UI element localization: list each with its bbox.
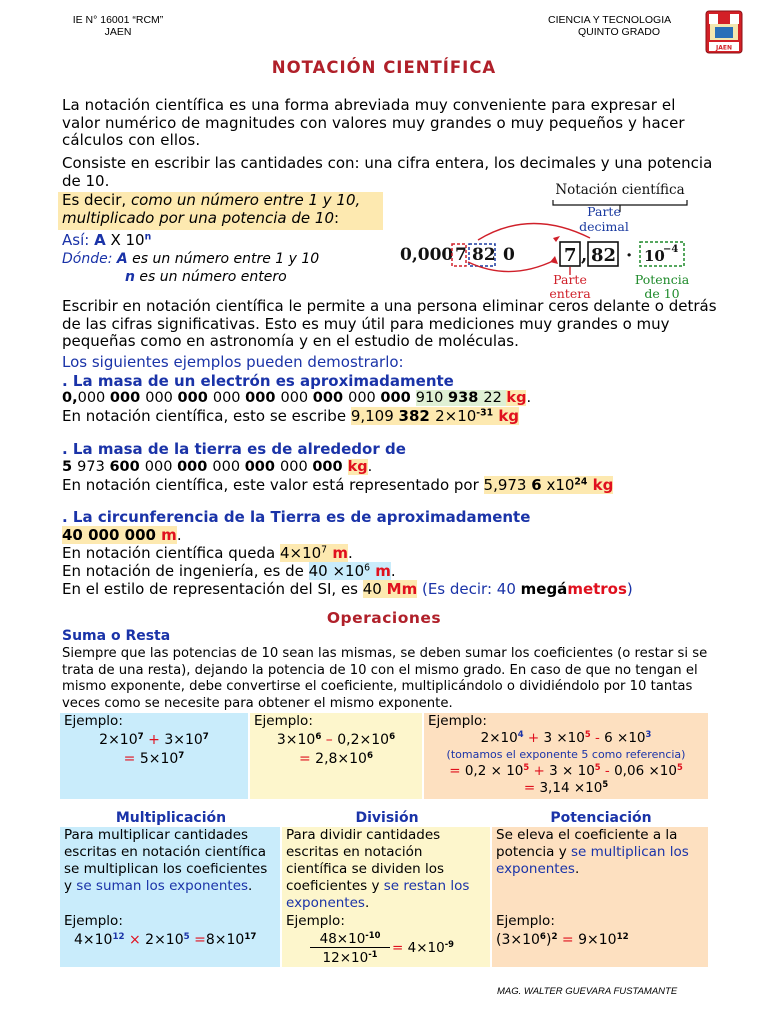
school-crest-icon [705, 10, 743, 54]
ex2-sentence-text: En notación científica, este valor está representado por [62, 476, 484, 494]
mult-title: Multiplicación [115, 810, 227, 826]
b3-l4: 3,14 ×10 [539, 780, 603, 796]
ex3-line4-highlight [363, 580, 417, 598]
label-parte-entera-1: Parte [553, 272, 587, 287]
suma-example-2 [250, 713, 422, 799]
operaciones-title: Operaciones [326, 609, 442, 627]
suma-example-3 [424, 713, 708, 799]
ex1-part-1: 000 [77, 390, 110, 406]
div-text [282, 827, 490, 912]
b2-l2e: 6 [366, 750, 374, 761]
div-num: 48×10 [319, 931, 366, 947]
asi-label: Así: [62, 231, 95, 249]
school-header [58, 14, 178, 38]
b2-l2: 2,8×10 [315, 751, 367, 767]
ex2-unit: kg [347, 459, 368, 475]
b3-l3m: - [600, 763, 615, 779]
ex2-value-c: x10 [541, 476, 575, 494]
mult-ex-be: 5 [183, 931, 190, 942]
donde-n-text: es un número entero [134, 269, 287, 285]
b2-l1be: 6 [389, 731, 396, 742]
footer-author: MAG. WALTER GUEVARA FUSTAMANTE [497, 986, 678, 997]
ex3-line2-exp: 7 [321, 544, 328, 556]
es-decir-block [62, 192, 392, 227]
ex1-part-0: 0, [62, 390, 78, 406]
ex3-line2-unit: m [327, 544, 348, 562]
ex3-line2-highlight [280, 544, 348, 562]
b3-l1c: 6 ×10 [604, 730, 646, 746]
b3-l1be: 5 [584, 728, 591, 739]
diagram-power-exp: −4 [663, 244, 679, 255]
ex1-unit: kg [506, 390, 527, 406]
ex2-part-5: 000 [212, 459, 245, 475]
mult-ejemplo-label: Ejemplo: [64, 913, 123, 929]
ex1-number: 0,000 000 000 000 000 000 000 000 000 000 910 938 22 kg. [62, 390, 532, 406]
ex2-exp: 24 [574, 476, 588, 488]
label-parte-decimal-1: Parte [587, 204, 621, 219]
b3-l3ce: 5 [676, 761, 683, 772]
ex3-number-line: 40 000 000 m. [62, 526, 182, 544]
b1-plus: + [143, 732, 165, 748]
mult-ex-eq: = [189, 932, 206, 948]
suma-ex2-line1 [250, 732, 422, 748]
mult-text [60, 827, 280, 895]
suma-ex1-line2 [60, 751, 248, 767]
pot-ex-re: 12 [616, 931, 629, 942]
b3-l1a: 2×10 [480, 730, 518, 746]
ex3-line2-value: 4×10 [279, 544, 322, 562]
div-re: -9 [444, 938, 454, 949]
suma-ex1-line1 [60, 732, 248, 748]
ex2-part-0: 5 [62, 459, 78, 475]
ex3-number: 40 000 000 [62, 526, 162, 544]
diagram-dot: · [626, 245, 633, 266]
ex2-part-3: 000 [144, 459, 178, 475]
ex3-line-3: En notación de ingeniería, es de $40 \times 10^6$ m. [62, 562, 396, 580]
div-r: 4×10 [407, 940, 445, 956]
ex1-value [351, 407, 519, 425]
pot-ex-be: 2 [551, 931, 558, 942]
mult-ex-ae: 12 [112, 931, 125, 942]
mult-ex-a: 4×10 [74, 932, 113, 948]
mult-ex-re: 17 [244, 931, 257, 942]
mult-text-c: . [248, 878, 253, 894]
diagram-power: 10 [644, 247, 665, 265]
mult-example [74, 932, 256, 948]
suma-ex2-label: Ejemplo: [254, 713, 313, 729]
pot-ex-ae: 6 [539, 931, 546, 942]
donde-A: A [116, 251, 128, 267]
diagram-number-prefix: 0,000 [400, 245, 454, 265]
es-decir-text-2: multiplicado por una potencia de 10 [62, 208, 334, 227]
donde-n: n [125, 269, 135, 285]
notation-diagram [390, 178, 715, 300]
div-text-b: se restan los exponentes [286, 878, 470, 911]
ex3-line4-text: En el estilo de representación del SI, es [62, 580, 363, 598]
ex3-line3-unit: m [370, 562, 391, 580]
ex2-heading: . La masa de la tierra es de alrededor de [62, 440, 406, 458]
donde-line-1 [62, 251, 392, 269]
div-num-e: -10 [365, 929, 381, 940]
div-eq: = [392, 940, 408, 956]
ex1-unit2: kg [493, 407, 520, 425]
b3-l1ce: 3 [645, 728, 652, 739]
suma-example-1 [60, 713, 248, 799]
ex1-part-2: 000 [109, 390, 146, 406]
div-numerator [310, 931, 390, 948]
ex1-part-13: 22 [483, 390, 507, 406]
ex1-part-3: 000 [145, 390, 178, 406]
mult-ex-x: × [124, 932, 146, 948]
school-logo [705, 10, 743, 54]
b3-l3eq: = [449, 763, 465, 779]
diagram-result-int: 7 [564, 245, 577, 266]
ex1-value-a: 9,109 [350, 407, 399, 425]
suma-ex3-line3 [424, 763, 708, 779]
page-title: NOTACIÓN CIENTÍFICA [271, 58, 497, 77]
ex2-part-4: 000 [177, 459, 213, 475]
ex2-value [484, 476, 614, 494]
school-city: JAEN [104, 26, 132, 38]
div-den: 12×10 [322, 950, 369, 966]
diagram-digit-7: 7 [455, 245, 467, 265]
ex1-sentence-text: En notación científica, esto se escribe [62, 407, 351, 425]
suma-ex3-line1 [424, 730, 708, 746]
pot-ejemplo-label: Ejemplo: [496, 913, 555, 929]
suma-text: Siempre que las potencias de 10 sean las mismas, se deben sumar los coeficientes (o restar si se trata de una resta), dejando la potencia de 10 con el mismo grado. En caso de que no tengan el mismo exponente, debe convertirse el coeficiente, multiplicándolo o dividiéndolo por 10 tantas veces como se necesite para obtener el mismo exponente. [62, 646, 708, 711]
label-parte-entera-2: entera [549, 286, 591, 300]
course-name: CIENCIA Y TECNOLOGIA [548, 14, 672, 26]
pot-ex-a: (3×10 [496, 932, 540, 948]
suma-ex2-line2 [250, 751, 422, 767]
ex3-line3-text: En notación de ingeniería, es de [62, 562, 309, 580]
asi-exp: n [144, 231, 152, 243]
b3-l1m: - [590, 730, 605, 746]
ex2-unit2: kg [587, 476, 614, 494]
suma-title: Suma o Resta [62, 628, 171, 644]
ex3-paren-open: (Es decir: [417, 580, 497, 598]
b1-l1b: 3×10 [164, 732, 203, 748]
pot-ex-eq: = [557, 932, 579, 948]
pot-example [496, 932, 629, 948]
b1-l2: 5×10 [139, 751, 179, 767]
donde-line-2 [125, 269, 385, 287]
mult-text-a: Para multiplicar cantidades escritas en notación científica se multiplican los coeficientes y [64, 827, 268, 894]
asi-A: A [94, 231, 106, 249]
mult-ex-b: 2×10 [145, 932, 184, 948]
donde-label: Dónde: [62, 251, 117, 267]
b1-eq: = [123, 751, 140, 767]
pot-box [492, 827, 708, 967]
b3-l4eq: = [523, 780, 540, 796]
course-header [548, 14, 683, 38]
diagram-result-dec: 82 [591, 245, 617, 266]
b2-minus: – [321, 732, 338, 748]
b1-l1be: 7 [202, 731, 209, 742]
es-decir-label: Es decir, [62, 191, 131, 209]
ex1-part-10: 000 [380, 390, 416, 406]
ex3-line-4 [62, 581, 742, 599]
b2-l1b: 0,2×10 [337, 732, 390, 748]
ex1-part-12: 938 [448, 390, 484, 406]
ex1-part-8: 000 [312, 390, 349, 406]
pot-text [492, 827, 708, 878]
ex2-value-a: 5,973 [483, 476, 532, 494]
ex2-part-2: 600 [109, 459, 145, 475]
pot-text-b: se multiplican los exponentes [496, 844, 689, 877]
es-decir-text-1: como un número entre 1 y 10, [130, 191, 361, 209]
diagram-digits-82: 82 [472, 245, 496, 265]
ex1-value-b: 382 [398, 407, 436, 425]
b1-l2e: 7 [178, 750, 185, 761]
ex3-line4-mega: megá [520, 580, 568, 598]
ex3-line3-highlight [309, 562, 391, 580]
suma-ex3-label: Ejemplo: [428, 713, 487, 729]
b3-l3p: + [529, 763, 550, 779]
b2-l1e: 6 [315, 731, 322, 742]
ex3-line2-text: En notación científica queda [62, 544, 280, 562]
pot-title: Potenciación [550, 810, 652, 826]
ex3-number-highlight [62, 526, 177, 544]
mult-box [60, 827, 280, 967]
paragraph-3: Escribir en notación científica le permite a una persona eliminar ceros delante o detrás de las cifras significativas. Esto es muy útil para mediciones muy grandes o muy pequeñas como en astronomía y en el estudio de moléculas. [62, 297, 717, 350]
ex1-heading: . La masa de un electrón es aproximadamente [62, 372, 454, 390]
b3-l3a: 0,2 × 10 [464, 763, 524, 779]
div-result [392, 940, 454, 956]
ex3-paren-close: ) [626, 580, 633, 598]
mult-text-b: se suman los exponentes [76, 878, 249, 894]
ex1-exp: -31 [476, 407, 494, 419]
pot-ex-r: 9×10 [578, 932, 617, 948]
course-grade: QUINTO GRADO [578, 26, 661, 38]
ex2-part-6: 000 [244, 459, 281, 475]
ex3-line4-value: 40 [362, 580, 387, 598]
school-name: IE N° 16001 “RCM” [72, 14, 164, 26]
ex3-line3-exp: 6 [364, 562, 371, 574]
suma-ex1-label: Ejemplo: [64, 713, 123, 729]
ex3-heading: . La circunferencia de la Tierra es de aproximadamente [62, 508, 531, 526]
ex2-number: 5 973 600 000 000 000 000 000 000 kg. [62, 459, 373, 475]
div-text-a: Para dividir cantidades escritas en notación científica se dividen los coeficientes y [286, 827, 445, 894]
ex1-part-9: 000 [348, 390, 381, 406]
asi-line [62, 232, 392, 250]
intro-paragraph-1: La notación científica es una forma abreviada muy conveniente para expresar el valor numérico de magnitudes con valores muy grandes o muy pequeños y hacer cálculos con ellos. [62, 96, 685, 149]
diagram-result-comma: , [581, 245, 588, 266]
b3-l1p: + [523, 730, 544, 746]
ex3-line4-m: m [401, 580, 418, 598]
mult-ex-r: 8×10 [205, 932, 245, 948]
div-box [282, 827, 490, 967]
b3-l3b: 3 × 10 [549, 763, 595, 779]
ex1-part-6: 000 [245, 390, 281, 406]
div-denominator [310, 950, 390, 966]
ex1-part-5: 000 [212, 390, 246, 406]
ex3-line3-value: 40 ×10 [308, 562, 365, 580]
b3-l1ae: 4 [517, 728, 524, 739]
b2-l1a: 3×10 [276, 732, 316, 748]
ex3-line4-40: 40 [496, 580, 521, 598]
ex3-line4-M: M [386, 580, 402, 598]
ex1-part-4: 000 [177, 390, 213, 406]
ex3-line-2: En notación científica queda $4\times 10^7$ m. [62, 544, 353, 562]
b1-l1a: 2×10 [99, 732, 138, 748]
ex2-part-7: 000 [280, 459, 313, 475]
ex3-unit: m [161, 526, 177, 544]
ex2-part-8: 000 [312, 459, 348, 475]
b2-eq: = [298, 751, 316, 767]
asi-power: X 10 [105, 231, 145, 249]
diagram-title: Notación científica [555, 182, 685, 198]
intro-paragraph-2: Consiste en escribir las cantidades con: una cifra entera, los decimales y una potencia de 10. [62, 154, 713, 190]
b1-l1e: 7 [137, 731, 144, 742]
ex1-part-11: 910 [415, 390, 449, 406]
ex2-sentence [62, 477, 742, 495]
diagram-digit-0: 0 [503, 245, 515, 265]
b3-l3be: 5 [594, 761, 601, 772]
pot-text-c: . [574, 861, 580, 877]
ex2-part-1: 973 [77, 459, 110, 475]
div-text-c: . [364, 895, 370, 911]
b3-l1b: 3 ×10 [543, 730, 585, 746]
ex1-part-7: 000 [280, 390, 313, 406]
pot-ex-b: ) [545, 932, 552, 948]
div-ejemplo-label: Ejemplo: [286, 913, 345, 929]
b3-l4e: 5 [602, 778, 609, 789]
ex1-sentence [62, 408, 722, 426]
ex2-value-b: 6 [531, 476, 542, 494]
label-potencia-2: de 10 [644, 286, 680, 300]
label-parte-decimal-2: decimal [579, 219, 629, 234]
pot-text-a: Se eleva el coeficiente a la potencia y [496, 827, 678, 860]
donde-A-text: es un número entre 1 y 10 [127, 251, 320, 267]
suma-ex3-line4 [424, 780, 708, 796]
b3-l3c: 0,06 ×10 [614, 763, 677, 779]
suma-ex3-note: (tomamos el exponente 5 como referencia) [446, 748, 686, 761]
ex1-value-c: 2×10 [435, 407, 477, 425]
es-decir-colon: : [334, 208, 340, 227]
logo-text: JAEN [716, 44, 732, 52]
examples-intro: Los siguientes ejemplos pueden demostrarlo: [62, 353, 404, 371]
label-potencia-1: Potencia [634, 272, 690, 287]
div-den-e: -1 [368, 948, 378, 959]
ex3-line4-metros: metros [567, 580, 627, 598]
b3-l3ae: 5 [523, 761, 530, 772]
div-title: División [355, 810, 419, 826]
